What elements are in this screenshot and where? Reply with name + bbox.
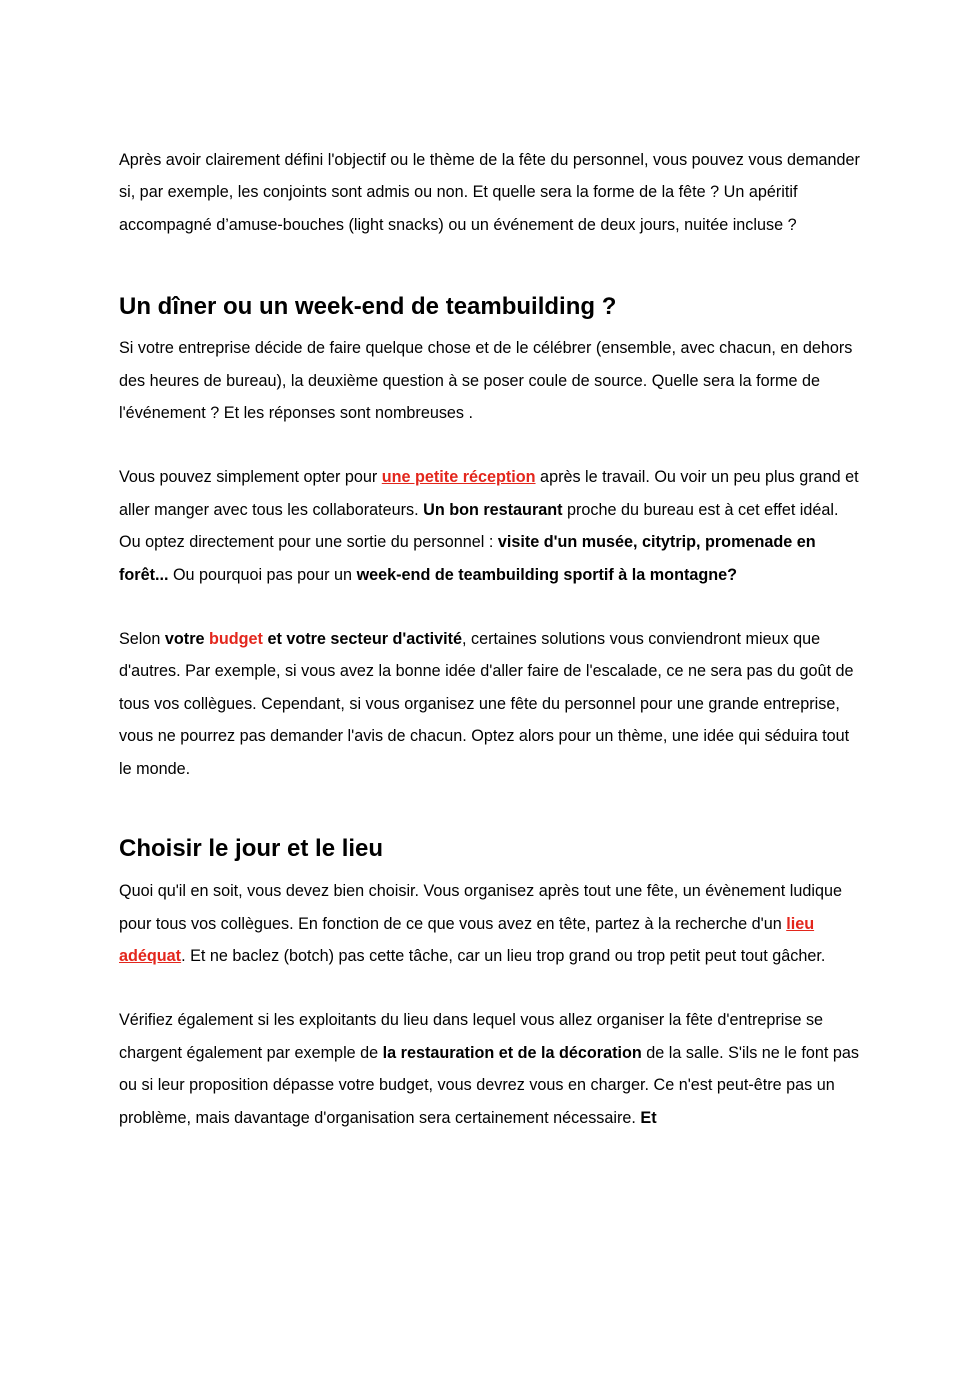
bold-bon-restaurant: Un bon restaurant (423, 500, 563, 519)
bold-sortie-examples: visite d'un musée, citytrip, promenade en forêt... (119, 533, 816, 584)
highlight-budget: budget (209, 630, 263, 649)
paragraph-gap (119, 429, 864, 461)
bold-votre: votre (164, 630, 205, 649)
section1-paragraph-2: Vous pouvez simplement opter pour une petite réception après le travail. Ou voir un peu plus grand et aller manger avec tous les collaborateurs. Un bon restaurant proche du bureau est à cet effet idéal. Ou optez directement pour une sortie du personnel : visite d'un musée, citytrip, promenade en forêt... Ou pourquoi pas pour un week-end de teambuilding sportif à la montagne? (119, 468, 859, 584)
bold-weekend-teambuilding: week-end de teambuilding sportif à la montagne? (356, 565, 738, 584)
section2-paragraph-2: Vérifiez également si les exploitants du lieu dans lequel vous allez organiser la fête d'entreprise se chargent également par exemple de la restauration et de la décoration de la salle. S'ils ne le font pas ou si leur proposition dépasse votre budget, vous devrez vous en charger. Ce n'est peut-être pas un problème, mais davantage d'organisation sera certainement nécessaire. Et (119, 1011, 860, 1127)
section1-paragraph-3: Selon votre budget et votre secteur d'activité, certaines solutions vous conviendront mieux que d'autres. Par exemple, si vous avez la bonne idée d'aller faire de l'escalade, ce ne sera pas du goût de tous vos collègues. Cependant, si vous organisez une fête du personnel pour une grande entreprise, vous ne pourrez pas demander l'avis de chacun. Optez alors pour un thème, une idée qui séduira tout le monde. (119, 630, 854, 778)
bold-restauration-decoration: la restauration et de la décoration (382, 1043, 642, 1062)
link-lieu-adequat[interactable]: lieu adéquat (119, 914, 815, 965)
section-heading-dinner-teambuilding: Un dîner ou un week-end de teambuilding ? (119, 293, 617, 321)
intro-paragraph: Après avoir clairement défini l'objectif ou le thème de la fête du personnel, vous pouvez vous demander si, par exemple, les conjoints sont admis ou non. Et quelle sera la forme de la fête ? Un apéritif accompagné d’amuse-bouches (light snacks) ou un événement de deux jours, nuitée incluse ? (119, 151, 860, 234)
section2-paragraph-1: Quoi qu'il en soit, vous devez bien choisir. Vous organisez après tout une fête, un évènement ludique pour tous vos collègues. En fonction de ce que vous avez en tête, partez à la recherche d'un lieu adéquat. Et ne baclez (botch) pas cette tâche, car un lieu trop grand ou trop petit peut tout gâcher. (119, 882, 842, 965)
bold-et: Et (640, 1108, 657, 1127)
section-heading-jour-lieu: Choisir le jour et le lieu (119, 835, 384, 863)
document-body (119, 144, 864, 1134)
bold-secteur-activite: et votre secteur d'activité (267, 630, 463, 649)
link-petite-reception[interactable]: une petite réception (381, 468, 536, 487)
paragraph-gap (119, 972, 864, 1004)
paragraph-gap (119, 591, 864, 623)
section1-paragraph-1: Si votre entreprise décide de faire quelque chose et de le célébrer (ensemble, avec chacun, en dehors des heures de bureau), la deuxième question à se poser coule de source. Quelle sera la forme de l'événement ? Et les réponses sont nombreuses . (119, 339, 853, 423)
